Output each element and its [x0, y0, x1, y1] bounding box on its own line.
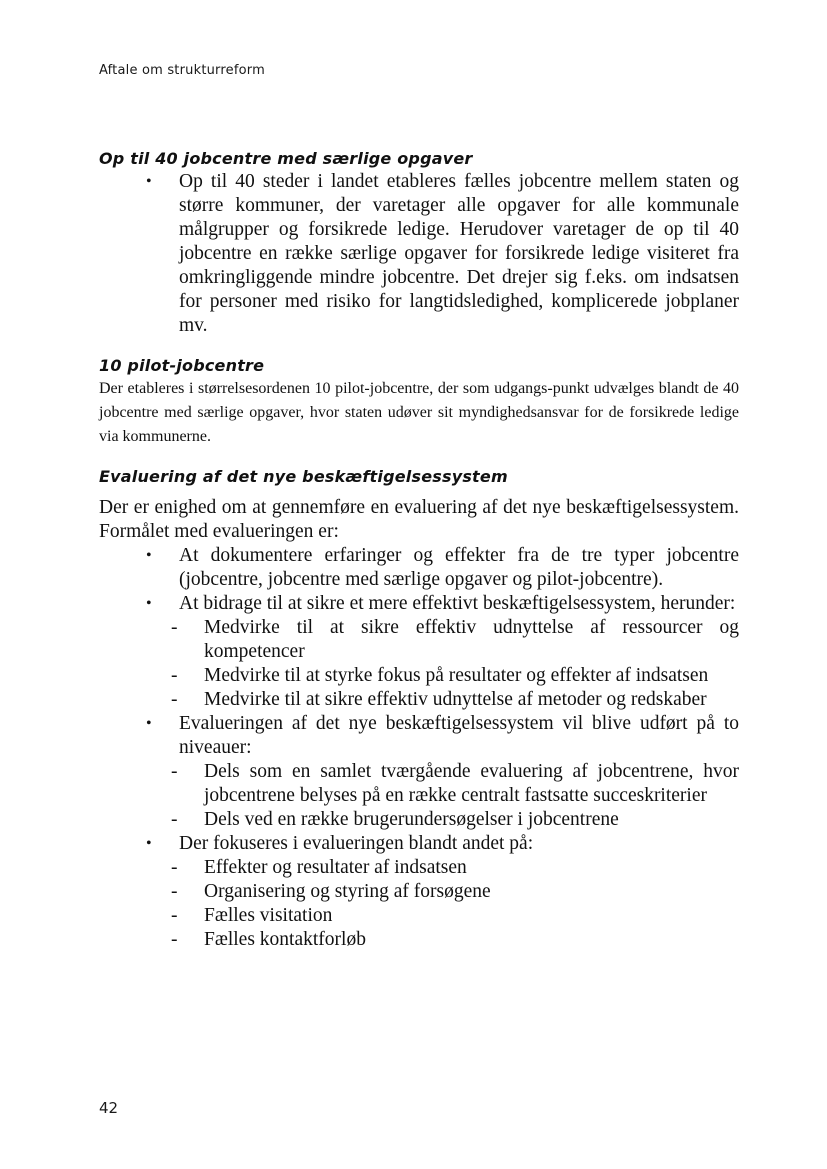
dash-text: Dels som en samlet tværgående evaluering af jobcentrene, hvor jobcentrene belyses på en række centralt fastsatte succeskriterier [204, 761, 739, 806]
dash-icon: - [171, 665, 178, 686]
bullet-item [99, 170, 739, 338]
dash-text: Fælles kontaktforløb [204, 929, 366, 950]
section-heading-evaluering: Evaluering af det nye beskæftigelsessystem [99, 467, 508, 486]
bullet-icon: • [146, 715, 152, 732]
page-content [99, 148, 739, 952]
dash-text: Medvirke til at sikre effektiv udnyttelse af ressourcer og kompetencer [204, 617, 739, 662]
dash-item [171, 664, 739, 688]
dash-icon: - [171, 929, 178, 950]
running-header: Aftale om strukturreform [99, 63, 265, 78]
dash-icon: - [171, 881, 178, 902]
bullet-item [99, 832, 739, 952]
dash-list [171, 760, 739, 832]
dash-text: Organisering og styring af forsøgene [204, 881, 491, 902]
bullet-icon: • [146, 595, 152, 612]
bullet-list-jobcentre [99, 170, 739, 338]
dash-item [171, 928, 739, 952]
dash-icon: - [171, 689, 178, 710]
dash-item [171, 760, 739, 808]
dash-list [171, 856, 739, 952]
dash-item [171, 856, 739, 880]
bullet-text: At bidrage til at sikre et mere effektivt beskæftigelsessystem, herunder: [179, 593, 736, 614]
bullet-list-evaluering [99, 544, 739, 952]
bullet-item [99, 544, 739, 592]
dash-text: Medvirke til at styrke fokus på resultater og effekter af indsatsen [204, 665, 709, 686]
dash-item [171, 808, 739, 832]
section-heading-pilot: 10 pilot-jobcentre [99, 356, 265, 375]
dash-text: Effekter og resultater af indsatsen [204, 857, 467, 878]
bullet-icon: • [146, 547, 152, 564]
bullet-item [99, 592, 739, 712]
pilot-paragraph: Der etableres i størrelsesordenen 10 pilot-jobcentre, der som udgangs-punkt udvælges blandt de 40 jobcentre med særlige opgaver, hvor staten udøver sit myndighedsansvar for de forsikrede ledige via kommunerne. [99, 380, 739, 445]
dash-text: Dels ved en række brugerundersøgelser i jobcentrene [204, 809, 619, 830]
dash-item [171, 880, 739, 904]
bullet-icon: • [146, 835, 152, 852]
bullet-text: At dokumentere erfaringer og effekter fra de tre typer jobcentre (jobcentre, jobcentre med særlige opgaver og pilot-jobcentre). [179, 545, 739, 590]
dash-item [171, 904, 739, 928]
page-number: 42 [99, 1099, 119, 1117]
dash-text: Fælles visitation [204, 905, 333, 926]
bullet-text: Der fokuseres i evalueringen blandt andet på: [179, 833, 534, 854]
dash-item [171, 616, 739, 664]
dash-text: Medvirke til at sikre effektiv udnyttelse af metoder og redskaber [204, 689, 707, 710]
bullet-item [99, 712, 739, 832]
dash-icon: - [171, 761, 178, 782]
dash-list [171, 616, 739, 712]
dash-item [171, 688, 739, 712]
bullet-text: Op til 40 steder i landet etableres fælles jobcentre mellem staten og større kommuner, der varetager alle opgaver for alle kommunale målgrupper og forsikrede ledige. Herudover varetager de op til 40 jobcentre en række særlige opgaver for forsikrede ledige visiteret fra omkringliggende mindre jobcentre. Det drejer sig f.eks. om indsatsen for personer med risiko for langtidsledighed, komplicerede jobplaner mv. [179, 171, 739, 336]
evaluering-intro: Der er enighed om at gennemføre en evaluering af det nye beskæftigelsessystem. Formålet med evalueringen er: [99, 497, 739, 542]
bullet-icon: • [146, 173, 152, 190]
dash-icon: - [171, 857, 178, 878]
dash-icon: - [171, 905, 178, 926]
section-heading-jobcentre: Op til 40 jobcentre med særlige opgaver [99, 149, 473, 168]
dash-icon: - [171, 809, 178, 830]
bullet-text: Evalueringen af det nye beskæftigelsessystem vil blive udført på to niveauer: [179, 713, 739, 758]
dash-icon: - [171, 617, 178, 638]
